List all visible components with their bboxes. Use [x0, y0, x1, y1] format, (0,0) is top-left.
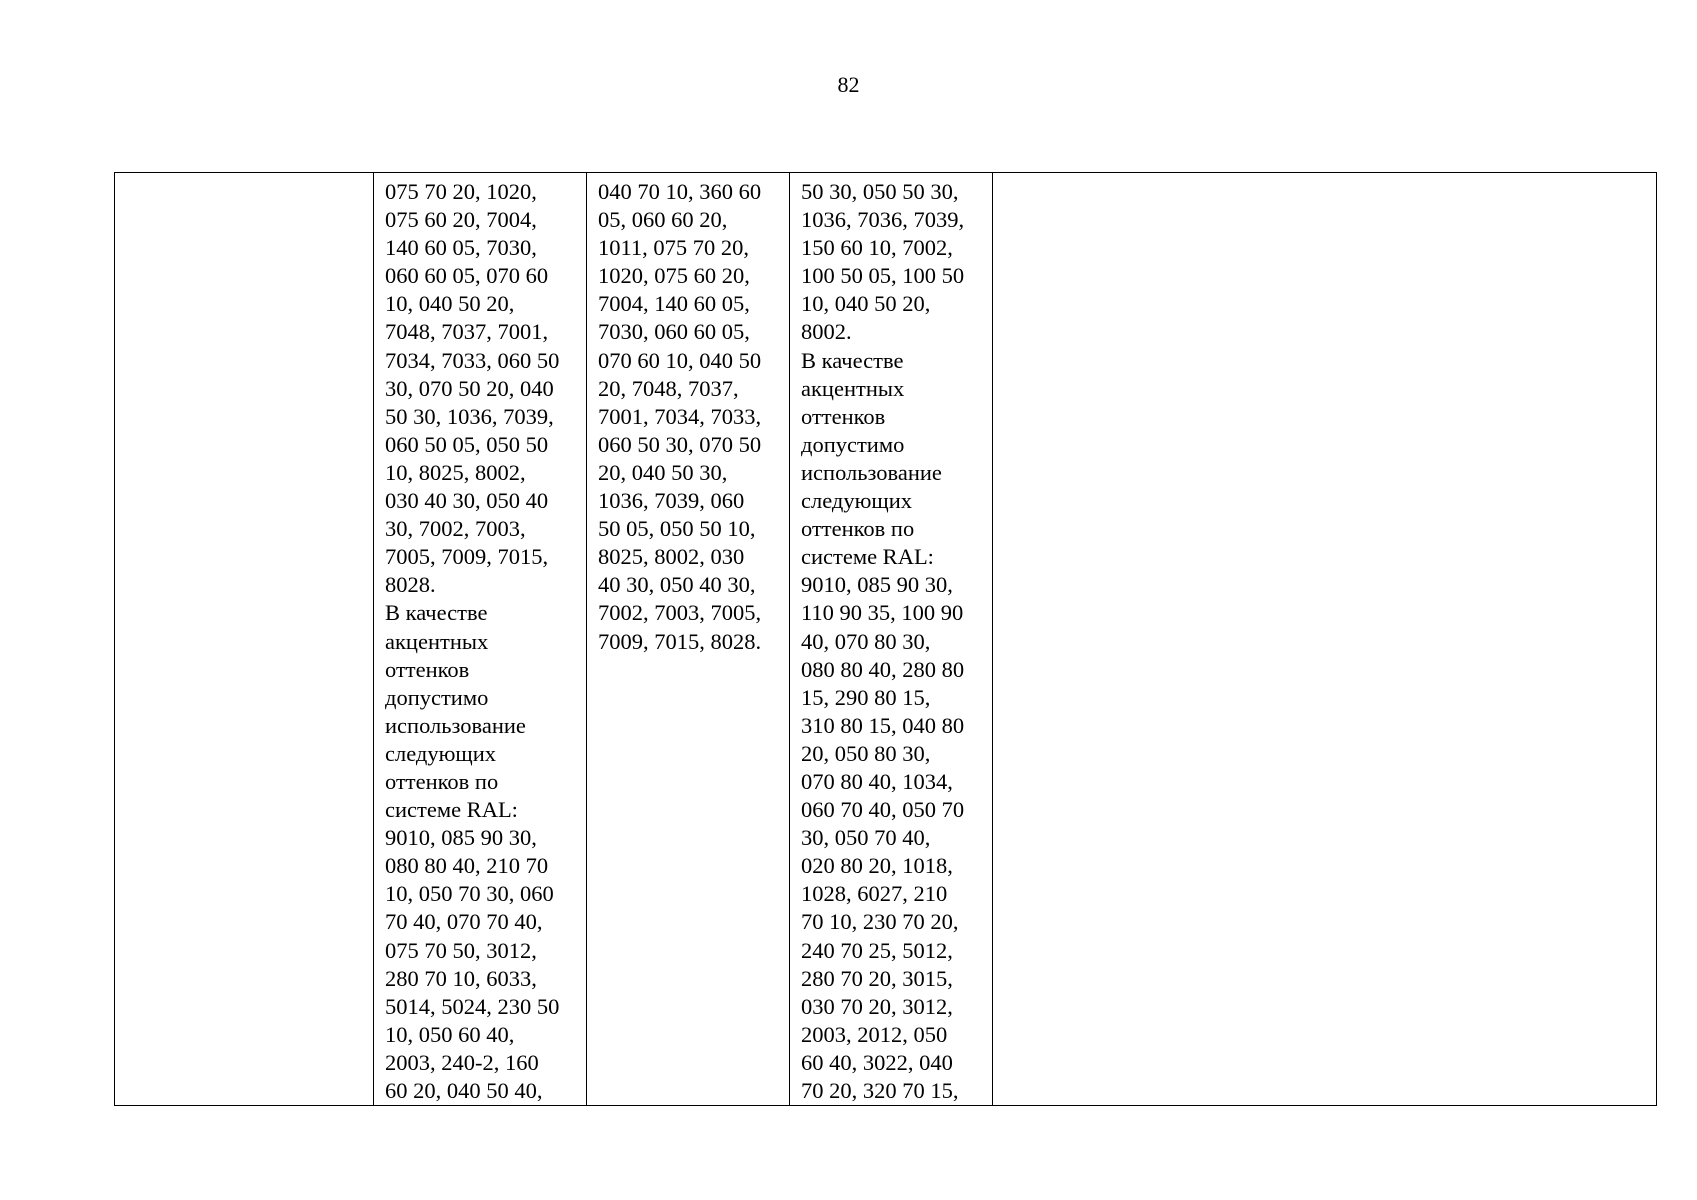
table-cell-5 — [993, 173, 1657, 1106]
cell-4-text: 50 30, 050 50 30, 1036, 7036, 7039, 150 60 10, 7002, 100 50 05, 100 50 10, 040 50 20, 8002. В качестве акцентных оттенков допустимо использование следующих оттенков по системе RAL: 9010, 085 90 30, 110 90 35, 100 90 40, 070 80 30, 080 80 40, 280 80 15, 290 80 15, 310 80 15, 040 80 20, 050 80 30, 070 80 40, 1034, 060 70 40, 050 70 30, 050 70 40, 020 80 20, 1018, 1028, 6027, 210 70 10, 230 70 20, 240 70 25, 5012, 280 70 20, 3015, 030 70 20, 3012, 2003, 2012, 050 60 40, 3022, 040 70 20, 320 70 15, — [801, 179, 965, 1103]
page-number: 82 — [837, 72, 860, 97]
table-cell-3 — [587, 173, 790, 1106]
color-specification-table — [114, 172, 1657, 1106]
cell-2-text: 075 70 20, 1020, 075 60 20, 7004, 140 60 05, 7030, 060 60 05, 070 60 10, 040 50 20, 7048, 7037, 7001, 7034, 7033, 060 50 30, 070 50 20, 040 50 30, 1036, 7039, 060 50 05, 050 50 10, 8025, 8002, 030 40 30, 050 40 30, 7002, 7003, 7005, 7009, 7015, 8028. В качестве акцентных оттенков допустимо использование следующих оттенков по системе RAL: 9010, 085 90 30, 080 80 40, 210 70 10, 050 70 30, 060 70 40, 070 70 40, 075 70 50, 3012, 280 70 10, 6033, 5014, 5024, 230 50 10, 050 60 40, 2003, 240-2, 160 60 20, 040 50 40, — [385, 179, 560, 1103]
table-row — [115, 173, 1657, 1106]
table-cell-2 — [374, 173, 587, 1106]
cell-3-text: 040 70 10, 360 60 05, 060 60 20, 1011, 075 70 20, 1020, 075 60 20, 7004, 140 60 05, 7030, 060 60 05, 070 60 10, 040 50 20, 7048, 7037, 7001, 7034, 7033, 060 50 30, 070 50 20, 040 50 30, 1036, 7039, 060 50 05, 050 50 10, 8025, 8002, 030 40 30, 050 40 30, 7002, 7003, 7005, 7009, 7015, 8028. — [598, 179, 762, 654]
table-cell-4 — [790, 173, 993, 1106]
table-cell-1 — [115, 173, 374, 1106]
